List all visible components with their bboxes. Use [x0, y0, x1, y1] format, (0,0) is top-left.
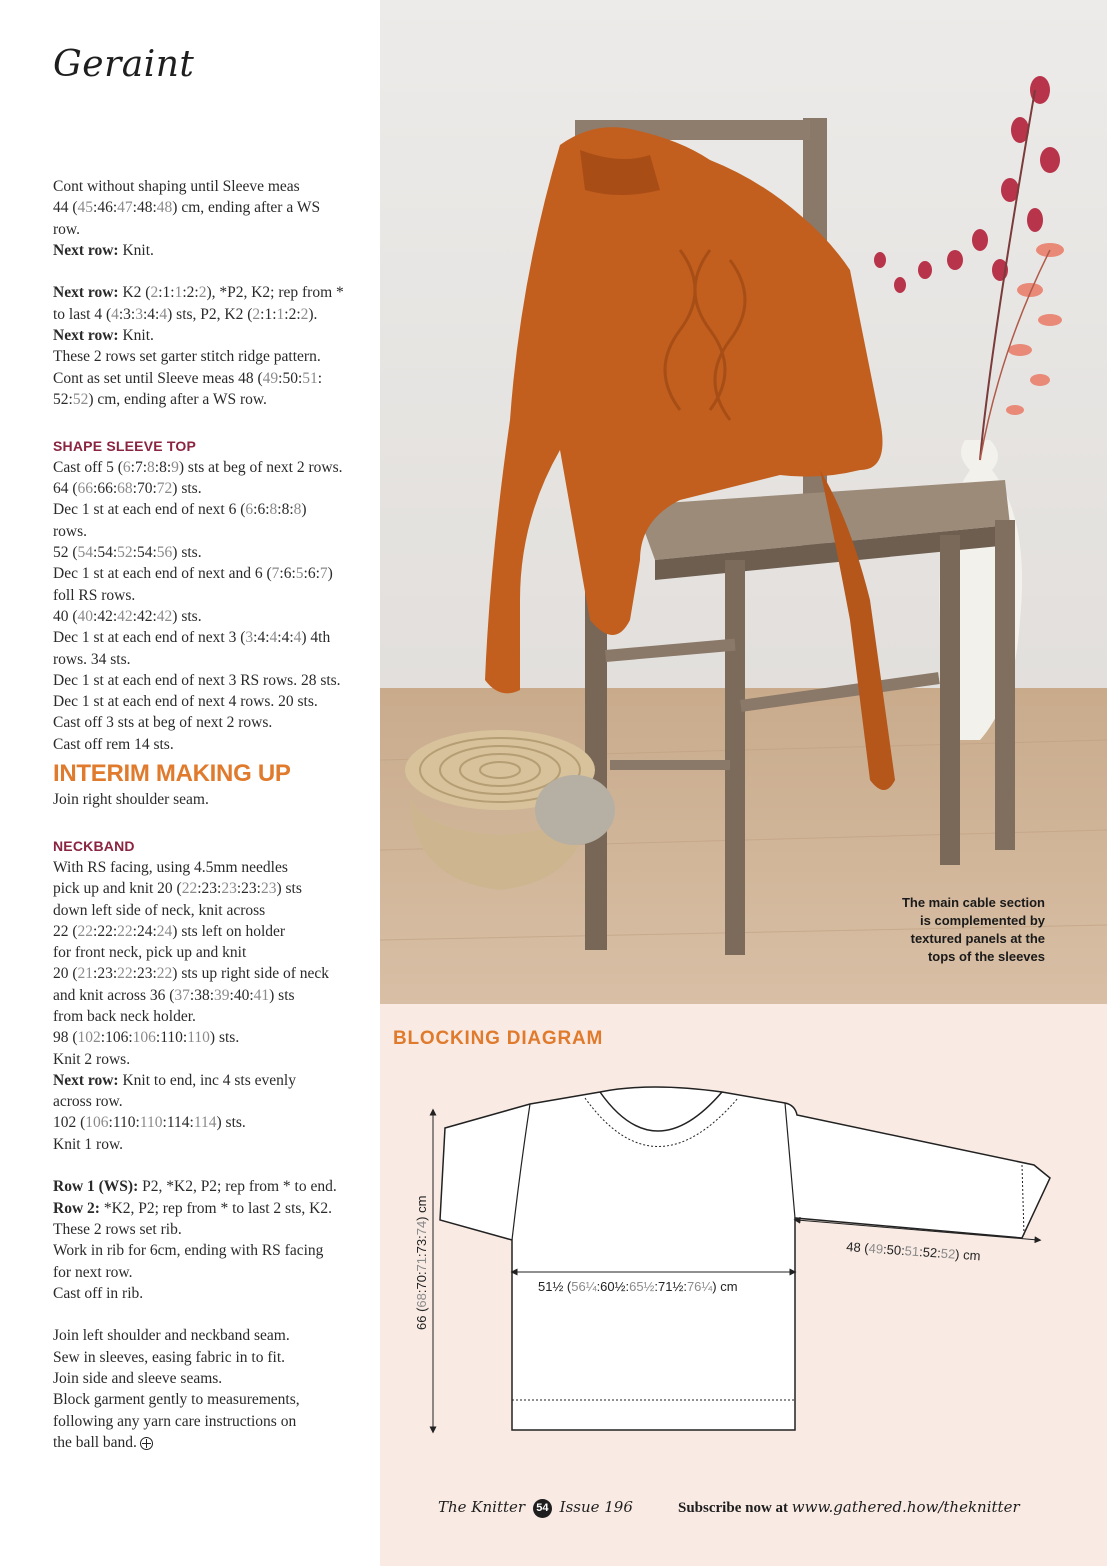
sleeve-length-label: 48 (49:50:51:52:52) cm [845, 1239, 981, 1264]
instructions-text [53, 176, 363, 1453]
text-line: Cont without shaping until Sleeve meas [53, 178, 300, 195]
text-line: the ball band. [53, 1432, 363, 1453]
text-line: Dec 1 st at each end of next 6 (6:6:8:8:8) [53, 501, 307, 519]
blocking-diagram-title: BLOCKING DIAGRAM [393, 1028, 604, 1049]
text-line: 52:52) cm, ending after a WS row. [53, 390, 267, 408]
text-line: Cast off 5 (6:7:8:8:9) sts at beg of next 2 rows. [53, 458, 343, 476]
section-heading-interim-making-up: INTERIM MAKING UP [53, 760, 291, 788]
text-line: Cast off 3 sts at beg of next 2 rows. [53, 714, 273, 732]
text-line: across row. [53, 1093, 123, 1111]
text-line: foll RS rows. [53, 586, 136, 604]
text-line: Dec 1 st at each end of next 4 rows. 20 sts. [53, 693, 318, 711]
product-photo [380, 0, 1107, 1004]
text-line: These 2 rows set rib. [53, 1220, 182, 1238]
text-line: Join left shoulder and neckband seam. [53, 1327, 290, 1345]
text-line: 40 (40:42:42:42:42) sts. [53, 607, 202, 625]
text-line: Cast off in rib. [53, 1284, 144, 1302]
text-line: Join side and sleeve seams. [53, 1370, 223, 1388]
text-line: and knit across 36 (37:38:39:40:41) sts [53, 986, 295, 1004]
footer-subscribe [678, 1498, 1020, 1517]
text-line: Work in rib for 6cm, ending with RS facing [53, 1242, 324, 1260]
section-heading-shape-sleeve-top: SHAPE SLEEVE TOP [53, 437, 196, 454]
text-line: down left side of neck, knit across [53, 901, 266, 919]
text-line: row. [53, 220, 80, 238]
text-line: from back neck holder. [53, 1007, 196, 1025]
text-line: Next row: Knit. [53, 327, 154, 345]
text-line: Dec 1 st at each end of next and 6 (7:6:5:6:7) [53, 565, 333, 583]
text-line: Dec 1 st at each end of next 3 (3:4:4:4:4) 4th [53, 629, 331, 647]
text-line: Dec 1 st at each end of next 3 RS rows. 28 sts. [53, 671, 341, 689]
text-line: for front neck, pick up and knit [53, 944, 247, 962]
text-line: Cont as set until Sleeve meas 48 (49:50:51: [53, 369, 323, 387]
text-line: Knit 1 row. [53, 1135, 124, 1153]
photo-caption [855, 894, 1045, 966]
text-line: following any yarn care instructions on [53, 1412, 297, 1430]
blocking-diagram [380, 1060, 1107, 1480]
text-line: rows. 34 sts. [53, 650, 131, 668]
text-line: Next row: Knit. [53, 241, 154, 259]
text-line: With RS facing, using 4.5mm needles [53, 858, 288, 876]
text-line: 22 (22:22:22:24:24) sts left on holder [53, 922, 286, 940]
text-line: Row 2: *K2, P2; rep from * to last 2 sts, K2. [53, 1199, 332, 1217]
caption-line: The main cable section [901, 895, 1045, 910]
page-number: 54 [533, 1499, 552, 1518]
caption-line: tops of the sleeves [927, 949, 1045, 964]
text-line: for next row. [53, 1263, 133, 1281]
caption-line: textured panels at the [910, 931, 1045, 946]
text-line: Cast off rem 14 sts. [53, 735, 174, 753]
footer-magazine [438, 1498, 633, 1518]
issue-number: Issue 196 [559, 1498, 633, 1516]
subscribe-text: Subscribe now at [678, 1500, 789, 1516]
text-line: 98 (102:106:106:110:110) sts. [53, 1029, 240, 1047]
text-line: 20 (21:23:22:23:22) sts up right side of neck [53, 965, 329, 983]
text-line: Join right shoulder seam. [53, 791, 209, 809]
caption-line: is complemented by [920, 913, 1045, 928]
text-line: 102 (106:110:110:114:114) sts. [53, 1114, 246, 1132]
text-line: 52 (54:54:52:54:56) sts. [53, 544, 202, 562]
magazine-name: The Knitter [438, 1498, 526, 1516]
section-heading-neckband: NECKBAND [53, 837, 135, 854]
text-line: 44 (45:46:47:48:48) cm, ending after a WS [53, 199, 321, 217]
text-line: 64 (66:66:68:70:72) sts. [53, 480, 202, 498]
subscribe-link[interactable]: www.gathered.how/theknitter [791, 1498, 1020, 1516]
pattern-title: Geraint [53, 44, 195, 85]
text-line: Next row: Knit to end, inc 4 sts evenly [53, 1071, 296, 1089]
text-line: pick up and knit 20 (22:23:23:23:23) sts [53, 880, 302, 898]
text-line: Knit 2 rows. [53, 1050, 131, 1068]
text-line: Row 1 (WS): P2, *K2, P2; rep from * to end. [53, 1178, 337, 1196]
chest-width-label: 51½ (56¼:60½:65½:71½:76¼) cm [538, 1279, 738, 1294]
text-line: These 2 rows set garter stitch ridge pattern. [53, 348, 321, 366]
length-label: 66 (68:70:71:73:74) cm [414, 1195, 429, 1330]
text-line: Sew in sleeves, easing fabric in to fit. [53, 1348, 286, 1366]
end-mark-icon [140, 1437, 153, 1450]
text-line: to last 4 (4:3:3:4:4) sts, P2, K2 (2:1:1:2:2). [53, 305, 318, 323]
text-line: Next row: K2 (2:1:1:2:2), *P2, K2; rep from * [53, 284, 344, 302]
text-line: rows. [53, 522, 88, 540]
text-line: Block garment gently to measurements, [53, 1391, 300, 1409]
